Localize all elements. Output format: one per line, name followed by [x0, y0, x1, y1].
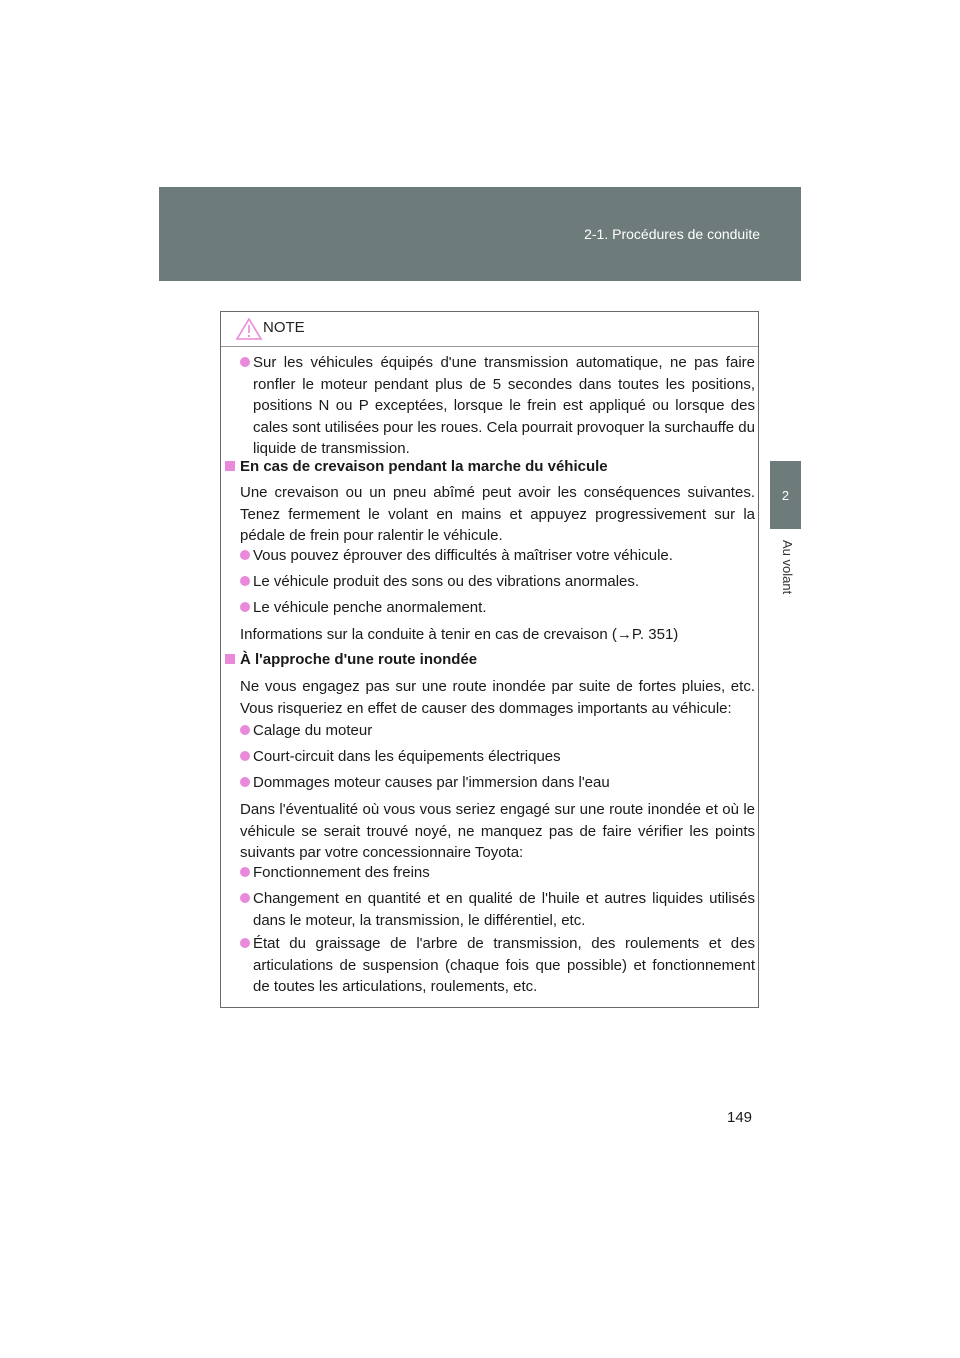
note-bullet: Le véhicule produit des sons ou des vibrations anormales.	[240, 571, 755, 593]
bullet-dot-icon	[240, 357, 250, 367]
note-bullet: Changement en quantité et en qualité de l'huile et autres liquides utilisés dans le moteur, la transmission, le différentiel, etc.	[240, 888, 755, 931]
chapter-label: Au volant	[780, 540, 795, 595]
bullet-dot-icon	[240, 938, 250, 948]
note-paragraph: Dans l'éventualité où vous vous seriez engagé sur une route inondée et où le véhicule se serait trouvé noyé, ne manquez pas de faire vérifier les points suivants par votre concessionnaire Toyota:	[240, 801, 755, 862]
note-bullet: Court-circuit dans les équipements électriques	[240, 746, 755, 768]
chapter-tab	[770, 461, 801, 529]
header-band	[159, 187, 801, 281]
bullet-dot-icon	[240, 893, 250, 903]
bullet-dot-icon	[240, 777, 250, 787]
note-bullet: Calage du moteur	[240, 720, 755, 742]
note-bullet: État du graissage de l'arbre de transmission, des roulements et des articulations de suspension (chaque fois que possible) et fonctionnement de toutes les articulations, roulements, etc.	[240, 933, 755, 998]
bullet-dot-icon	[240, 867, 250, 877]
square-marker-icon	[225, 654, 235, 664]
note-heading-flood: À l'approche d'une route inondée	[225, 649, 755, 671]
note-box	[220, 311, 759, 1008]
bullet-dot-icon	[240, 725, 250, 735]
chapter-number: 2	[781, 487, 790, 503]
note-bullet: Le véhicule penche anormalement.	[240, 597, 755, 619]
bullet-dot-icon	[240, 602, 250, 612]
note-paragraph: Informations sur la conduite à tenir en cas de crevaison (→P. 351)	[240, 626, 679, 643]
page-number: 149	[727, 1109, 753, 1126]
square-marker-icon	[225, 461, 235, 471]
note-paragraph: Une crevaison ou un pneu abîmé peut avoir les conséquences suivantes. Tenez fermement le volant en mains et appuyez progressivement sur la pédale de frein pour ralentir le véhicule.	[240, 484, 755, 545]
note-heading-puncture: En cas de crevaison pendant la marche du véhicule	[225, 456, 755, 478]
bullet-dot-icon	[240, 751, 250, 761]
note-paragraph: Ne vous engagez pas sur une route inondée par suite de fortes pluies, etc. Vous risqueriez en effet de causer des dommages importants au véhicule:	[240, 678, 755, 717]
note-bullet: Sur les véhicules équipés d'une transmission automatique, ne pas faire ronfler le moteur pendant plus de 5 secondes dans toutes les positions, positions N ou P exceptées, lorsque le frein est appliqué ou lorsque des cales sont utilisées pour les roues. Cela pourrait provoquer la surchauffe du liquide de transmission.	[240, 352, 755, 460]
note-header	[221, 312, 758, 347]
note-bullet: Dommages moteur causes par l'immersion dans l'eau	[240, 772, 755, 794]
note-bullet: Vous pouvez éprouver des difficultés à maîtriser votre véhicule.	[240, 545, 755, 567]
section-title: 2-1. Procédures de conduite	[584, 226, 760, 242]
bullet-dot-icon	[240, 576, 250, 586]
warning-triangle-icon	[235, 317, 263, 341]
bullet-dot-icon	[240, 550, 250, 560]
note-bullet: Fonctionnement des freins	[240, 862, 755, 884]
note-title: NOTE	[263, 319, 305, 336]
